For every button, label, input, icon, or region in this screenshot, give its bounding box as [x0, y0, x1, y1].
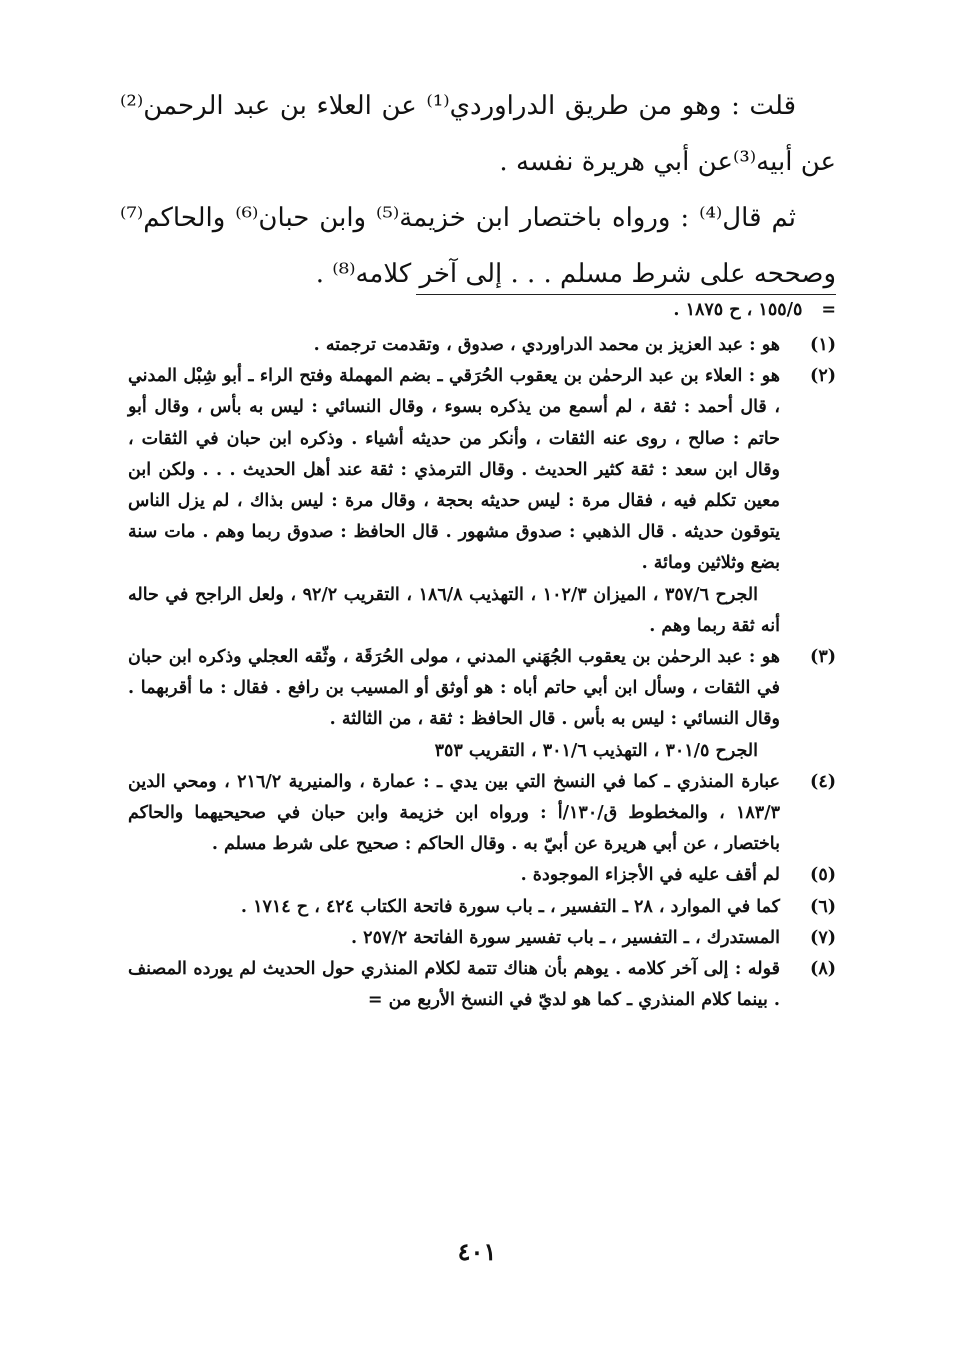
footnote-sources: الجرح ٣٠١/٥ ، التهذيب ٣٠١/٦ ، التقريب ٣٥٣	[434, 740, 758, 761]
footnote-1	[128, 330, 836, 361]
footnote-separator	[416, 294, 836, 295]
footnote-body	[128, 361, 780, 642]
footnotes	[128, 330, 836, 1016]
footnote-number: (٣)	[810, 647, 836, 668]
footnote-number: (٦)	[810, 896, 836, 917]
footnote-number: (٢)	[810, 366, 836, 387]
footnote-3	[128, 642, 836, 767]
footnote-text: المستدرك ، ـ التفسير ، ـ باب تفسير سورة الفاتحة ٢٥٧/٢ .	[350, 927, 780, 948]
footnote-7	[128, 923, 836, 954]
footnote-text: عبارة المنذري ـ كما في النسخ التي بين يدي ـ : عمارة ، والمنيرية ٢١٦/٢ ، ومحي الدين ١٨٣/٣ ، والمخطوط ق/١٣٠/أ : ورواه ابن خزيمة وابن حبان في صحيحيهما والحاكم باختصار ، عن أبي هريرة عن أبيّ به . وقال الحاكم : صحيح على شرط مسلم .	[128, 771, 780, 855]
continuation-mark: =	[821, 300, 836, 320]
footnote-sources: الجرح ٣٥٧/٦ ، الميزان ١٠٢/٣ ، التهذيب ١٨٦/٨ ، التقريب ٩٢/٢ ، ولعل الراجح في حاله أنه ثقة ربما وهم .	[128, 584, 780, 636]
continuation-text: ١٥٥/٥ ، ح ١٨٧٥ .	[673, 300, 803, 320]
footnote-6	[128, 892, 836, 923]
footnote-4	[128, 767, 836, 861]
footnote-number: (٧)	[810, 927, 836, 948]
footnote-continuation	[120, 296, 836, 324]
footnote-text: هو : عبد العزيز بن محمد الدراوردي ، صدوق ، وتقدمت ترجمته .	[313, 335, 780, 355]
footnote-text: هو : عبد الرحمٰن بن يعقوب الجُهَني المدني ، مولى الحُرَقَة ، وثّقه العجلي وذكره ابن حبان في الثقات ، وسأل ابن أبي حاتم أباه : هو أوثق أو المسيب بن رافع . فقال : ما أقربهما . وقال النسائي : ليس به بأس . قال الحافظ : ثقة ، من الثالثة .	[128, 647, 780, 730]
footnote-number: (٤)	[810, 771, 836, 792]
footnote-body	[128, 642, 780, 767]
footnote-5	[128, 860, 836, 891]
footnote-number: (١)	[810, 335, 836, 355]
footnote-number: (٥)	[810, 865, 836, 886]
main-text	[120, 78, 836, 302]
footnote-number: (٨)	[810, 959, 836, 980]
footnote-8	[128, 954, 836, 1016]
footnote-text: لم أقف عليه في الأجزاء الموجودة .	[520, 865, 780, 886]
footnote-2	[128, 361, 836, 642]
footnote-text: هو : العلاء بن عبد الرحمٰن بن يعقوب الحُرَقي ـ بضم المهملة وفتح الراء ـ أبو شِبْل المدني ، قال أحمد : ثقة ، لم أسمع من يذكره بسوء ، وقال النسائي : ليس به بأس ، وقال أبو حاتم : صالح ، روى عنه الثقات ، وأنكر من حديثه أشياء . وذكره ابن حبان في الثقات ، وقال ابن سعد : ثقة كثير الحديث . وقال الترمذي : ثقة عند أهل الحديث . . . ولكن ابن معين تكلم فيه ، فقال مرة : ليس حديثه بحجة ، وقال مرة : ليس بذاك ، لم يزل الناس يتوقون حديثه . قال الذهبي : صدوق مشهور . قال الحافظ : صدوق ربما وهم . مات سنة بضع وثلاثين ومائة .	[128, 366, 780, 574]
main-paragraph-2: ثم قال⁽⁴⁾ : ورواه باختصار ابن خزيمة⁽⁵⁾ وابن حبان⁽⁶⁾ والحاكم⁽⁷⁾ وصححه على شرط مسلم . . . إلى آخر كلامه⁽⁸⁾ .	[120, 203, 836, 289]
footnote-text: كما في الموارد ، ٢٨ ـ التفسير ، ـ باب سورة فاتحة الكتاب ٤٢٤ ، ح ١٧١٤ .	[240, 896, 780, 917]
footnote-text: قوله : إلى آخر كلامه . يوهم بأن هناك تتمة لكلام المنذري حول الحديث لم يورده المصنف . بينما كلام المنذري ـ كما هو لديّ في النسخ الأربع من =	[128, 959, 780, 1011]
main-paragraph-1: قلت : وهو من طريق الدراوردي⁽¹⁾ عن العلاء بن عبد الرحمن⁽²⁾عن أبيه⁽³⁾عن أبي هريرة نفسه .	[120, 91, 836, 177]
page-number: ٤٠١	[457, 1237, 497, 1266]
